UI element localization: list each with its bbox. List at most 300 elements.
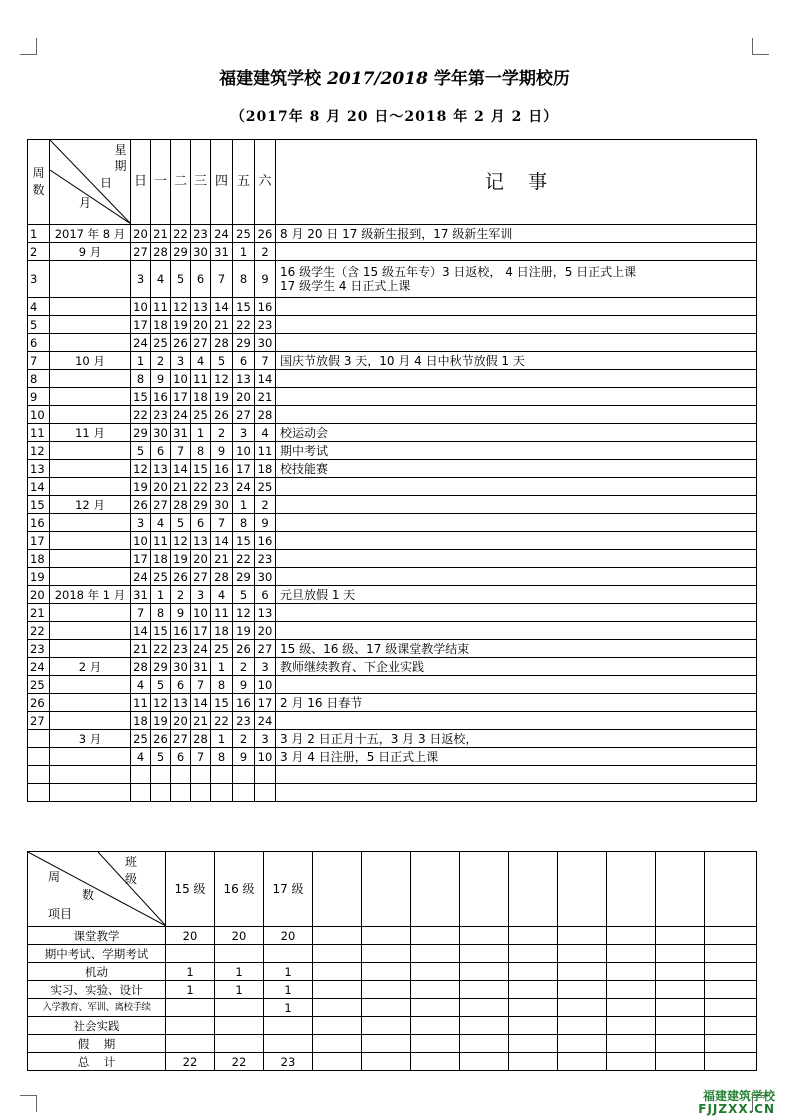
summary-empty-cell bbox=[411, 945, 460, 963]
summary-empty-cell bbox=[656, 963, 705, 981]
summary-value-cell bbox=[215, 945, 264, 963]
date-cell: 27 bbox=[191, 568, 211, 586]
calendar-row bbox=[28, 640, 757, 658]
summary-empty-cell bbox=[362, 1053, 411, 1071]
date-cell: 10 bbox=[131, 532, 151, 550]
date-cell: 23 bbox=[171, 640, 191, 658]
summary-header-row bbox=[28, 852, 757, 927]
week-number-cell: 8 bbox=[28, 370, 50, 388]
date-cell: 25 bbox=[191, 406, 211, 424]
month-cell bbox=[50, 442, 131, 460]
calendar-row bbox=[28, 243, 757, 261]
date-cell: 29 bbox=[131, 424, 151, 442]
date-cell: 17 bbox=[191, 622, 211, 640]
week-number-cell: 12 bbox=[28, 442, 50, 460]
date-cell: 31 bbox=[171, 424, 191, 442]
date-cell: 27 bbox=[131, 243, 151, 261]
summary-row bbox=[28, 1017, 757, 1035]
summary-empty-cell bbox=[509, 1035, 558, 1053]
event-cell bbox=[276, 532, 757, 550]
summary-empty-cell bbox=[411, 981, 460, 999]
date-cell: 4 bbox=[151, 261, 171, 298]
empty-header-cell bbox=[607, 852, 656, 927]
event-cell bbox=[276, 676, 757, 694]
summary-value-cell bbox=[215, 1017, 264, 1035]
summary-value-cell bbox=[166, 1035, 215, 1053]
summary-empty-cell bbox=[460, 999, 509, 1017]
date-cell: 1 bbox=[233, 496, 255, 514]
summary-item-label: 实习、实验、设计 bbox=[28, 981, 166, 999]
date-cell: 14 bbox=[171, 460, 191, 478]
week-number-cell: 26 bbox=[28, 694, 50, 712]
week-number-cell bbox=[28, 784, 50, 802]
weekday-mon: 一 bbox=[151, 140, 171, 225]
week-number-header bbox=[28, 140, 50, 225]
month-cell bbox=[50, 514, 131, 532]
date-cell: 19 bbox=[151, 712, 171, 730]
week-number-cell: 11 bbox=[28, 424, 50, 442]
date-cell bbox=[131, 784, 151, 802]
date-cell: 5 bbox=[171, 514, 191, 532]
date-cell: 30 bbox=[191, 243, 211, 261]
date-cell: 24 bbox=[131, 334, 151, 352]
date-cell: 14 bbox=[211, 532, 233, 550]
month-cell bbox=[50, 550, 131, 568]
summary-empty-cell bbox=[509, 999, 558, 1017]
date-cell: 26 bbox=[131, 496, 151, 514]
events-header: 记 事 bbox=[276, 140, 757, 225]
event-cell bbox=[276, 730, 757, 748]
calendar-row bbox=[28, 766, 757, 784]
date-cell: 21 bbox=[151, 225, 171, 243]
date-cell: 10 bbox=[191, 604, 211, 622]
date-cell: 2 bbox=[255, 243, 276, 261]
date-cell: 21 bbox=[255, 388, 276, 406]
date-cell: 15 bbox=[151, 622, 171, 640]
summary-empty-cell bbox=[362, 963, 411, 981]
month-cell bbox=[50, 261, 131, 298]
date-cell: 24 bbox=[255, 712, 276, 730]
event-cell bbox=[276, 424, 757, 442]
calendar-row bbox=[28, 730, 757, 748]
date-cell: 31 bbox=[191, 658, 211, 676]
week-number-cell: 22 bbox=[28, 622, 50, 640]
date-cell: 3 bbox=[171, 352, 191, 370]
watermark-en: FJJZXX.CN bbox=[698, 1102, 775, 1116]
date-cell: 24 bbox=[211, 225, 233, 243]
date-cell: 1 bbox=[151, 586, 171, 604]
date-cell: 7 bbox=[211, 261, 233, 298]
month-cell bbox=[50, 298, 131, 316]
summary-value-cell: 1 bbox=[166, 963, 215, 981]
empty-header-cell bbox=[362, 852, 411, 927]
date-cell: 6 bbox=[171, 748, 191, 766]
date-cell: 2 bbox=[255, 496, 276, 514]
calendar-row bbox=[28, 334, 757, 352]
date-cell: 30 bbox=[255, 334, 276, 352]
weekday-sun: 日 bbox=[131, 140, 151, 225]
event-cell bbox=[276, 658, 757, 676]
week-number-cell: 10 bbox=[28, 406, 50, 424]
header-day-word: 日 bbox=[100, 176, 113, 190]
page-subtitle: （2017年 8 月 20 日～2018 年 2 月 2 日） bbox=[230, 109, 559, 125]
event-line: 校运动会 bbox=[280, 425, 329, 440]
event-cell bbox=[276, 622, 757, 640]
date-cell bbox=[233, 766, 255, 784]
date-cell: 2 bbox=[211, 424, 233, 442]
date-cell: 23 bbox=[191, 225, 211, 243]
month-cell bbox=[50, 604, 131, 622]
week-number-cell: 5 bbox=[28, 316, 50, 334]
date-cell: 17 bbox=[131, 550, 151, 568]
summary-empty-cell bbox=[411, 1017, 460, 1035]
date-cell: 12 bbox=[171, 532, 191, 550]
event-line: 17 级学生 4 日正式上课 bbox=[280, 279, 411, 293]
week-number-cell bbox=[28, 748, 50, 766]
summary-empty-cell bbox=[705, 981, 757, 999]
event-line: 3 月 4 日注册，5 日正式上课 bbox=[280, 749, 439, 764]
date-cell: 19 bbox=[171, 550, 191, 568]
summary-empty-cell bbox=[411, 999, 460, 1017]
date-cell: 8 bbox=[211, 748, 233, 766]
week-number-cell: 13 bbox=[28, 460, 50, 478]
date-cell: 30 bbox=[171, 658, 191, 676]
date-cell: 5 bbox=[211, 352, 233, 370]
week-number-cell: 19 bbox=[28, 568, 50, 586]
summary-empty-cell bbox=[656, 1053, 705, 1071]
event-cell bbox=[276, 261, 757, 298]
summary-value-cell bbox=[264, 1035, 313, 1053]
date-cell: 27 bbox=[255, 640, 276, 658]
date-cell: 15 bbox=[131, 388, 151, 406]
date-cell: 24 bbox=[233, 478, 255, 496]
event-cell bbox=[276, 496, 757, 514]
summary-value-cell: 1 bbox=[215, 981, 264, 999]
summary-empty-cell bbox=[607, 963, 656, 981]
week-number-cell: 1 bbox=[28, 225, 50, 243]
month-cell: 3 月 bbox=[50, 730, 131, 748]
school-calendar-table bbox=[27, 139, 757, 802]
date-cell: 24 bbox=[191, 640, 211, 658]
date-cell: 21 bbox=[131, 640, 151, 658]
date-cell: 28 bbox=[191, 730, 211, 748]
date-cell: 19 bbox=[233, 622, 255, 640]
weekday-wed: 三 bbox=[191, 140, 211, 225]
date-cell bbox=[131, 766, 151, 784]
date-cell: 3 bbox=[191, 586, 211, 604]
date-cell: 6 bbox=[233, 352, 255, 370]
summary-empty-cell bbox=[558, 1035, 607, 1053]
calendar-row bbox=[28, 352, 757, 370]
date-cell: 25 bbox=[131, 730, 151, 748]
summary-item-label: 假 期 bbox=[28, 1035, 166, 1053]
date-cell: 4 bbox=[131, 676, 151, 694]
summary-empty-cell bbox=[509, 1053, 558, 1071]
month-cell: 10 月 bbox=[50, 352, 131, 370]
date-cell: 17 bbox=[255, 694, 276, 712]
date-cell: 20 bbox=[151, 478, 171, 496]
date-cell: 21 bbox=[171, 478, 191, 496]
calendar-row bbox=[28, 370, 757, 388]
event-cell bbox=[276, 712, 757, 730]
date-cell: 5 bbox=[151, 748, 171, 766]
date-cell: 16 bbox=[255, 532, 276, 550]
empty-header-cell bbox=[509, 852, 558, 927]
event-line: 元旦放假 1 天 bbox=[280, 587, 356, 602]
date-cell: 12 bbox=[151, 694, 171, 712]
summary-empty-cell bbox=[558, 1017, 607, 1035]
event-line: 期中考试 bbox=[280, 443, 329, 458]
date-cell: 8 bbox=[131, 370, 151, 388]
date-cell: 8 bbox=[233, 514, 255, 532]
summary-empty-cell bbox=[460, 1035, 509, 1053]
summary-empty-cell bbox=[362, 1017, 411, 1035]
summary-empty-cell bbox=[509, 927, 558, 945]
class-16: 16 级 bbox=[215, 852, 264, 927]
date-cell: 28 bbox=[255, 406, 276, 424]
event-cell bbox=[276, 766, 757, 784]
date-cell: 31 bbox=[131, 586, 151, 604]
summary-empty-cell bbox=[313, 1017, 362, 1035]
summary-empty-cell bbox=[705, 1053, 757, 1071]
summary-empty-cell bbox=[313, 927, 362, 945]
event-cell bbox=[276, 225, 757, 243]
summary-empty-cell bbox=[558, 1053, 607, 1071]
date-cell: 9 bbox=[151, 370, 171, 388]
calendar-row bbox=[28, 784, 757, 802]
event-cell bbox=[276, 298, 757, 316]
date-cell: 8 bbox=[191, 442, 211, 460]
header-weekday-word: 星期 bbox=[114, 143, 127, 173]
class-15: 15 级 bbox=[166, 852, 215, 927]
calendar-row bbox=[28, 298, 757, 316]
date-cell: 27 bbox=[233, 406, 255, 424]
date-cell: 12 bbox=[233, 604, 255, 622]
date-cell: 10 bbox=[131, 298, 151, 316]
month-cell bbox=[50, 532, 131, 550]
summary-row bbox=[28, 981, 757, 999]
calendar-row bbox=[28, 748, 757, 766]
date-cell: 4 bbox=[191, 352, 211, 370]
month-cell bbox=[50, 694, 131, 712]
summary-empty-cell bbox=[558, 981, 607, 999]
crop-mark-bottom-left bbox=[20, 1095, 37, 1112]
summary-empty-cell bbox=[656, 945, 705, 963]
summary-value-cell: 1 bbox=[264, 999, 313, 1017]
date-cell: 29 bbox=[233, 334, 255, 352]
date-cell: 20 bbox=[233, 388, 255, 406]
date-cell: 18 bbox=[255, 460, 276, 478]
empty-header-cell bbox=[460, 852, 509, 927]
date-cell: 18 bbox=[151, 316, 171, 334]
summary-empty-cell bbox=[656, 927, 705, 945]
week-number-cell bbox=[28, 766, 50, 784]
date-cell: 11 bbox=[191, 370, 211, 388]
date-cell: 11 bbox=[211, 604, 233, 622]
date-cell: 9 bbox=[211, 442, 233, 460]
summary-empty-cell bbox=[362, 945, 411, 963]
week-number-cell bbox=[28, 730, 50, 748]
event-cell bbox=[276, 604, 757, 622]
date-cell: 26 bbox=[211, 406, 233, 424]
summary-empty-cell bbox=[509, 981, 558, 999]
week-number-cell: 21 bbox=[28, 604, 50, 622]
header-count-word: 数 bbox=[82, 888, 95, 902]
date-cell: 2 bbox=[233, 730, 255, 748]
event-cell bbox=[276, 640, 757, 658]
date-cell: 3 bbox=[233, 424, 255, 442]
event-line: 校技能赛 bbox=[280, 461, 329, 476]
date-cell: 26 bbox=[233, 640, 255, 658]
summary-item-label: 总 计 bbox=[28, 1053, 166, 1071]
date-cell: 16 bbox=[233, 694, 255, 712]
date-cell: 27 bbox=[191, 334, 211, 352]
summary-empty-cell bbox=[607, 981, 656, 999]
month-cell: 2017 年 8 月 bbox=[50, 225, 131, 243]
date-cell: 6 bbox=[191, 261, 211, 298]
month-cell: 2 月 bbox=[50, 658, 131, 676]
summary-item-label: 社会实践 bbox=[28, 1017, 166, 1035]
date-cell: 4 bbox=[255, 424, 276, 442]
date-cell bbox=[191, 784, 211, 802]
summary-value-cell: 23 bbox=[264, 1053, 313, 1071]
date-cell: 8 bbox=[211, 676, 233, 694]
date-cell: 7 bbox=[131, 604, 151, 622]
date-cell bbox=[171, 784, 191, 802]
date-cell: 5 bbox=[151, 676, 171, 694]
date-cell: 1 bbox=[191, 424, 211, 442]
empty-header-cell bbox=[313, 852, 362, 927]
date-cell: 30 bbox=[151, 424, 171, 442]
date-cell: 4 bbox=[211, 586, 233, 604]
date-cell: 28 bbox=[131, 658, 151, 676]
date-cell: 18 bbox=[131, 712, 151, 730]
date-cell: 1 bbox=[233, 243, 255, 261]
week-number-cell: 2 bbox=[28, 243, 50, 261]
summary-value-cell bbox=[215, 999, 264, 1017]
summary-empty-cell bbox=[656, 1035, 705, 1053]
summary-empty-cell bbox=[558, 999, 607, 1017]
date-cell: 10 bbox=[255, 676, 276, 694]
summary-empty-cell bbox=[460, 1017, 509, 1035]
date-cell: 2 bbox=[151, 352, 171, 370]
event-line: 2 月 16 日春节 bbox=[280, 695, 363, 710]
date-cell bbox=[255, 766, 276, 784]
summary-empty-cell bbox=[460, 1053, 509, 1071]
month-cell bbox=[50, 406, 131, 424]
month-cell bbox=[50, 640, 131, 658]
date-cell: 6 bbox=[151, 442, 171, 460]
date-cell: 12 bbox=[131, 460, 151, 478]
date-cell: 6 bbox=[255, 586, 276, 604]
summary-row bbox=[28, 945, 757, 963]
date-cell: 9 bbox=[255, 514, 276, 532]
date-cell: 26 bbox=[171, 568, 191, 586]
date-cell: 28 bbox=[211, 568, 233, 586]
month-cell: 2018 年 1 月 bbox=[50, 586, 131, 604]
date-cell: 18 bbox=[151, 550, 171, 568]
teaching-weeks-summary-table bbox=[27, 851, 757, 1071]
month-cell bbox=[50, 478, 131, 496]
summary-empty-cell bbox=[607, 999, 656, 1017]
summary-empty-cell bbox=[607, 1017, 656, 1035]
calendar-row bbox=[28, 496, 757, 514]
date-cell: 9 bbox=[171, 604, 191, 622]
date-cell bbox=[211, 784, 233, 802]
date-cell: 18 bbox=[191, 388, 211, 406]
event-cell bbox=[276, 316, 757, 334]
week-number-cell: 20 bbox=[28, 586, 50, 604]
month-cell bbox=[50, 460, 131, 478]
event-cell bbox=[276, 388, 757, 406]
summary-empty-cell bbox=[460, 963, 509, 981]
date-cell: 16 bbox=[151, 388, 171, 406]
date-cell: 8 bbox=[233, 261, 255, 298]
date-cell: 7 bbox=[211, 514, 233, 532]
event-cell bbox=[276, 550, 757, 568]
date-cell: 29 bbox=[151, 658, 171, 676]
month-cell bbox=[50, 388, 131, 406]
date-cell: 24 bbox=[131, 568, 151, 586]
date-cell: 15 bbox=[233, 298, 255, 316]
week-number-cell: 27 bbox=[28, 712, 50, 730]
summary-empty-cell bbox=[460, 981, 509, 999]
week-number-cell: 17 bbox=[28, 532, 50, 550]
event-line: 3 月 2 日正月十五，3 月 3 日返校， bbox=[280, 731, 478, 746]
month-cell bbox=[50, 316, 131, 334]
event-cell bbox=[276, 352, 757, 370]
date-cell bbox=[255, 784, 276, 802]
calendar-row bbox=[28, 568, 757, 586]
date-cell: 22 bbox=[131, 406, 151, 424]
summary-value-cell: 22 bbox=[166, 1053, 215, 1071]
date-cell: 19 bbox=[211, 388, 233, 406]
date-cell: 13 bbox=[191, 298, 211, 316]
summary-item-label: 入学教育、军训、离校手续 bbox=[28, 999, 166, 1017]
summary-value-cell: 20 bbox=[166, 927, 215, 945]
date-cell: 16 bbox=[255, 298, 276, 316]
summary-item-label: 期中考试、学期考试 bbox=[28, 945, 166, 963]
date-cell: 3 bbox=[255, 730, 276, 748]
date-cell: 1 bbox=[211, 730, 233, 748]
date-cell: 2 bbox=[233, 658, 255, 676]
calendar-row bbox=[28, 712, 757, 730]
title-prefix: 福建建筑学校 bbox=[219, 69, 328, 89]
date-cell: 14 bbox=[211, 298, 233, 316]
event-cell bbox=[276, 442, 757, 460]
week-number-cell: 16 bbox=[28, 514, 50, 532]
month-cell bbox=[50, 712, 131, 730]
calendar-row bbox=[28, 388, 757, 406]
weekday-sat: 六 bbox=[255, 140, 276, 225]
month-cell bbox=[50, 784, 131, 802]
date-cell: 14 bbox=[255, 370, 276, 388]
summary-empty-cell bbox=[313, 1053, 362, 1071]
date-cell: 27 bbox=[151, 496, 171, 514]
summary-empty-cell bbox=[313, 981, 362, 999]
calendar-row bbox=[28, 424, 757, 442]
date-cell: 18 bbox=[211, 622, 233, 640]
summary-empty-cell bbox=[411, 1035, 460, 1053]
summary-empty-cell bbox=[411, 963, 460, 981]
summary-item-label: 课堂教学 bbox=[28, 927, 166, 945]
summary-value-cell bbox=[215, 1035, 264, 1053]
calendar-row bbox=[28, 532, 757, 550]
date-cell bbox=[151, 784, 171, 802]
calendar-row bbox=[28, 261, 757, 298]
date-cell: 4 bbox=[151, 514, 171, 532]
event-cell bbox=[276, 568, 757, 586]
